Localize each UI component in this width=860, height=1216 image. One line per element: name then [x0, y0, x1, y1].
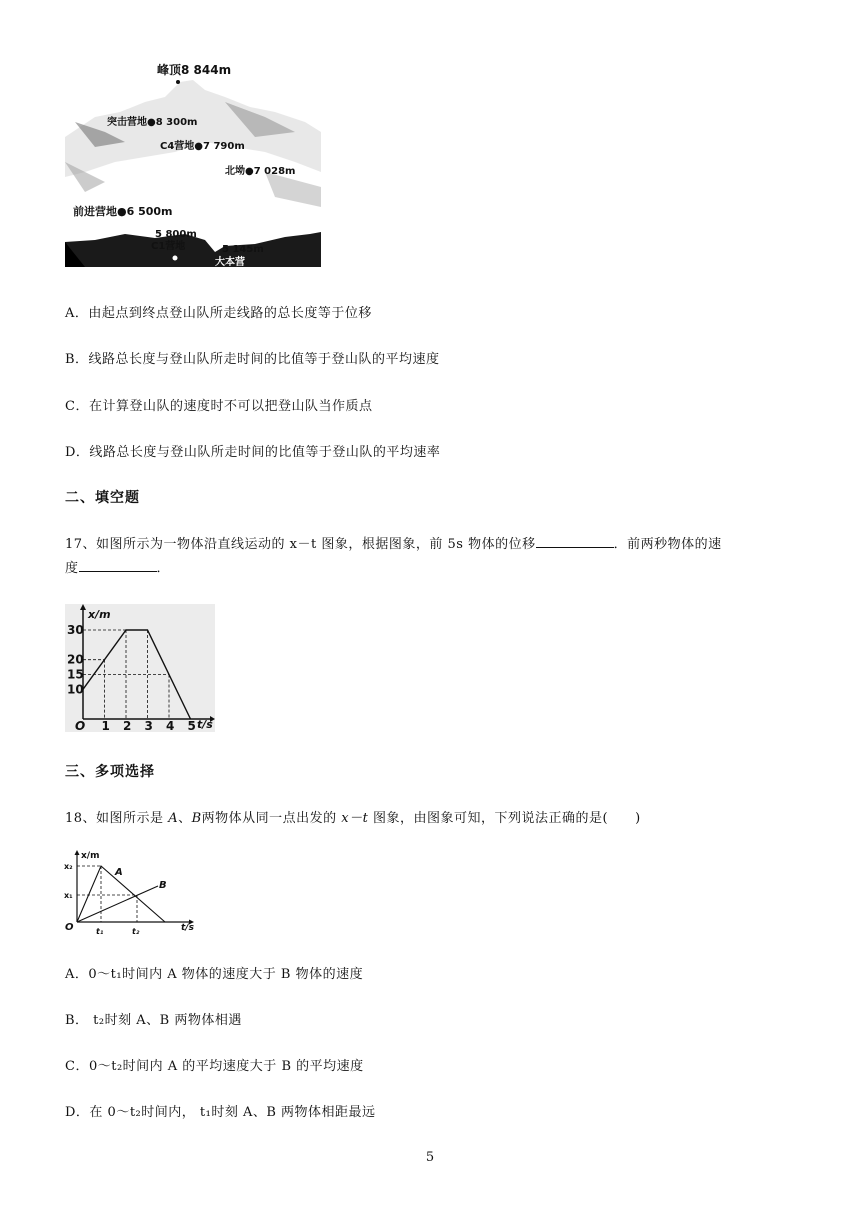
- fig17-origin: O: [75, 719, 86, 732]
- fig18-ylabel: x/m: [81, 851, 100, 861]
- q18-option-d: D．在 0～t₂时间内， t₁时刻 A、B 两物体相距最远: [65, 1105, 376, 1120]
- fig18-t1: t₁: [96, 927, 104, 936]
- label-base-altitude: 5 145m: [222, 244, 264, 255]
- fig18-xlabel: t/s: [181, 923, 194, 933]
- fig17-ytick: 30: [67, 623, 84, 637]
- q18-option-b: B． t₂时刻 A、B 两物体相遇: [65, 1013, 242, 1028]
- q17-text-part3: 度: [65, 561, 79, 576]
- q18-text-num: 18、如图所示是: [65, 811, 169, 826]
- fig17-xtick: 3: [144, 719, 153, 732]
- fig18-label-a: A: [115, 867, 123, 878]
- q18-text-sep: 、: [178, 811, 192, 826]
- q18-object-a: A: [168, 811, 179, 826]
- q17-line2: [65, 557, 170, 576]
- q17-text-part1: 17、如图所示为一物体沿直线运动的 x－t 图象，根据图象，前 5s 物体的位移: [65, 537, 536, 552]
- q17-text-part2: ．前两秒物体的速: [613, 537, 722, 552]
- q16-option-b: B．线路总长度与登山队所走时间的比值等于登山队的平均速度: [65, 352, 440, 367]
- fig17-xlabel: t/s: [197, 718, 213, 731]
- label-c4-camp: C4营地●7 790m: [160, 141, 245, 152]
- label-base-camp: 大本营: [215, 257, 245, 267]
- fig17-ytick: 15: [67, 667, 84, 682]
- label-north-col: 北坳●7 028m: [225, 166, 296, 177]
- page-number: 5: [425, 1150, 435, 1165]
- fig18-origin: O: [65, 922, 74, 933]
- fig17-ytick: 10: [67, 682, 84, 697]
- q18-stem: [65, 807, 641, 826]
- q16-option-a: A．由起点到终点登山队所走线路的总长度等于位移: [65, 306, 372, 321]
- mountain-illustration: [65, 62, 321, 267]
- fig18-t2: t₂: [132, 927, 140, 936]
- label-c1-camp: C1营地: [151, 241, 186, 252]
- fig17-ylabel: x/m: [88, 608, 111, 621]
- fig17-xtick: 1: [101, 719, 110, 732]
- fig17-xtick: 5: [187, 719, 196, 732]
- q17-line1: [65, 533, 722, 552]
- label-assault-camp: 突击营地●8 300m: [107, 117, 198, 128]
- section-title-fill-blank: 二、填空题: [65, 490, 140, 506]
- q17-text-part4: ．: [156, 561, 171, 576]
- section-title-multi-choice: 三、多项选择: [65, 764, 155, 780]
- fig17-xtick: 2: [123, 719, 132, 732]
- q18-figure: [63, 848, 203, 936]
- q16-option-c: C．在计算登山队的速度时不可以把登山队当作质点: [65, 399, 373, 414]
- q17-xt-chart: [65, 604, 215, 732]
- fig18-x2: x₂: [64, 862, 73, 871]
- q17-figure: [65, 604, 215, 732]
- q16-option-d: D．线路总长度与登山队所走时间的比值等于登山队的平均速率: [65, 445, 441, 460]
- q18-xt: x－t: [341, 811, 369, 826]
- q18-text-mid: 两物体从同一点出发的: [201, 811, 342, 826]
- q18-option-a: A．0～t₁时间内 A 物体的速度大于 B 物体的速度: [65, 967, 364, 982]
- q17-blank-displacement[interactable]: [536, 535, 614, 548]
- mountain-figure: [65, 62, 321, 267]
- fig17-ytick: 20: [67, 652, 84, 667]
- label-summit: 峰顶8 844m: [157, 63, 232, 77]
- label-advance-camp: 前进营地●6 500m: [73, 205, 173, 218]
- fig17-xtick: 4: [166, 719, 175, 732]
- label-c1-altitude: 5 800m: [155, 229, 197, 240]
- fig18-x1: x₁: [64, 891, 73, 900]
- fig18-label-b: B: [159, 880, 167, 891]
- q18-xt-chart: [63, 848, 203, 936]
- q17-blank-velocity[interactable]: [79, 559, 157, 572]
- q18-object-b: B: [191, 811, 202, 826]
- q18-text-tail: 图象，由图象可知，下列说法正确的是( ): [368, 811, 641, 826]
- q18-option-c: C．0～t₂时间内 A 的平均速度大于 B 的平均速度: [65, 1059, 364, 1074]
